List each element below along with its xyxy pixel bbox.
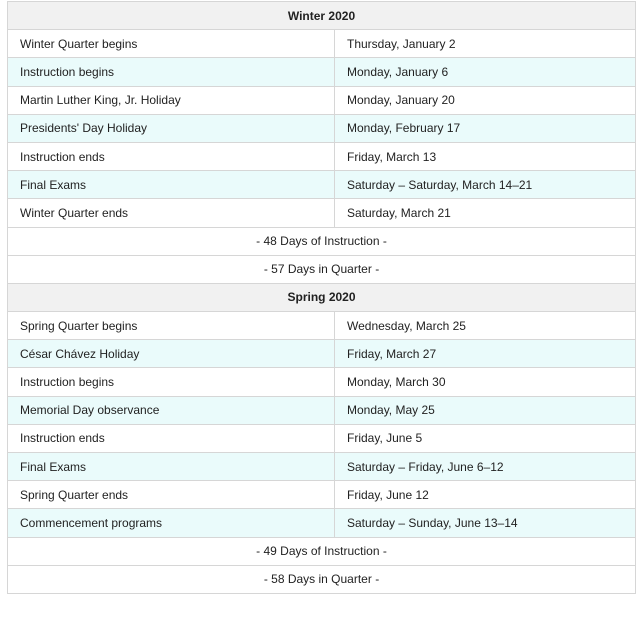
event-cell: Instruction ends bbox=[8, 424, 335, 452]
event-cell: Commencement programs bbox=[8, 509, 335, 537]
table-row bbox=[8, 453, 636, 481]
event-cell: Spring Quarter ends bbox=[8, 481, 335, 509]
date-cell: Friday, March 27 bbox=[335, 340, 636, 368]
event-cell: Winter Quarter begins bbox=[8, 30, 335, 58]
date-cell: Monday, February 17 bbox=[335, 114, 636, 142]
event-cell: Memorial Day observance bbox=[8, 396, 335, 424]
table-row bbox=[8, 396, 636, 424]
event-cell: Presidents' Day Holiday bbox=[8, 114, 335, 142]
date-cell: Thursday, January 2 bbox=[335, 30, 636, 58]
event-cell: Final Exams bbox=[8, 453, 335, 481]
summary-row-quarter-days bbox=[8, 565, 636, 593]
table-row bbox=[8, 30, 636, 58]
event-cell: Instruction begins bbox=[8, 368, 335, 396]
summary-row-quarter-days bbox=[8, 255, 636, 283]
event-cell: Instruction begins bbox=[8, 58, 335, 86]
date-cell: Friday, March 13 bbox=[335, 142, 636, 170]
date-cell: Monday, May 25 bbox=[335, 396, 636, 424]
section-header-winter bbox=[8, 2, 636, 30]
event-cell: César Chávez Holiday bbox=[8, 340, 335, 368]
table-row bbox=[8, 114, 636, 142]
date-cell: Monday, March 30 bbox=[335, 368, 636, 396]
table-row bbox=[8, 86, 636, 114]
summary-row-instruction-days bbox=[8, 227, 636, 255]
table-row bbox=[8, 509, 636, 537]
summary-text: - 48 Days of Instruction - bbox=[8, 227, 636, 255]
date-cell: Wednesday, March 25 bbox=[335, 312, 636, 340]
table-row bbox=[8, 424, 636, 452]
academic-calendar-table bbox=[7, 1, 636, 594]
date-cell: Saturday – Saturday, March 14–21 bbox=[335, 171, 636, 199]
section-title: Spring 2020 bbox=[8, 283, 636, 311]
table-row bbox=[8, 340, 636, 368]
table-row bbox=[8, 312, 636, 340]
summary-text: - 57 Days in Quarter - bbox=[8, 255, 636, 283]
date-cell: Monday, January 6 bbox=[335, 58, 636, 86]
event-cell: Spring Quarter begins bbox=[8, 312, 335, 340]
summary-text: - 58 Days in Quarter - bbox=[8, 565, 636, 593]
table-row bbox=[8, 199, 636, 227]
section-title: Winter 2020 bbox=[8, 2, 636, 30]
date-cell: Monday, January 20 bbox=[335, 86, 636, 114]
table-row bbox=[8, 368, 636, 396]
event-cell: Final Exams bbox=[8, 171, 335, 199]
date-cell: Friday, June 5 bbox=[335, 424, 636, 452]
table-row bbox=[8, 481, 636, 509]
date-cell: Saturday, March 21 bbox=[335, 199, 636, 227]
date-cell: Friday, June 12 bbox=[335, 481, 636, 509]
table-row bbox=[8, 58, 636, 86]
section-header-spring bbox=[8, 283, 636, 311]
table-row bbox=[8, 171, 636, 199]
table-row bbox=[8, 142, 636, 170]
summary-text: - 49 Days of Instruction - bbox=[8, 537, 636, 565]
summary-row-instruction-days bbox=[8, 537, 636, 565]
event-cell: Instruction ends bbox=[8, 142, 335, 170]
date-cell: Saturday – Friday, June 6–12 bbox=[335, 453, 636, 481]
event-cell: Winter Quarter ends bbox=[8, 199, 335, 227]
event-cell: Martin Luther King, Jr. Holiday bbox=[8, 86, 335, 114]
date-cell: Saturday – Sunday, June 13–14 bbox=[335, 509, 636, 537]
